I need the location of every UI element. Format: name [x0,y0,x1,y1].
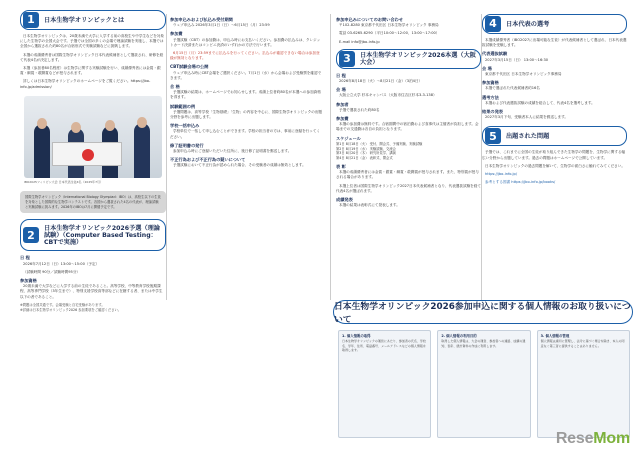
paragraph: 予選では、これまでに全国の生徒が取り組んできた生物学の問題を、生物学に関する幅広い分野から出題しています。過去の問題はホームページで公開しています。 [482,150,626,160]
eligibility-text: 20歳未満で大学などに入学する前の生徒であること。高等学校、中等教育学校後期課程、高等専門学校（3年生まで）、特別支援学校高等部などに在籍する者、または中学生以下の者であること。 [20,284,163,299]
note: ※詳細は日本生物学オリンピック2026 参加要項をご確認ください。 [20,307,122,312]
subheading: 学校一括申込み [170,123,200,129]
schedule-item: 第4日 8月21日（金） 表彰式、閉会式 [336,156,393,161]
contact-org: 〒102-8280 東京都千代田区 日本生物学オリンピック 事務局 [339,23,439,28]
apply-period: ウェブ申込み 2026年3月1日（日）〜6月15日（月）23:59 [173,23,270,28]
schedule-item: 第2日 8月19日（水） 実験試験、交流会 [336,146,396,151]
selection-method: 本選および代表選抜試験の成績を総合して、代表4名を選考します。 [485,100,595,105]
photo-caption: IBO2025フィリピン大会 日本代表生徒4名（2025年7月） [24,179,104,184]
award-text: 本選の成績優秀者には金賞・銀賞・銅賞・敢闘賞が授与されます。また、特別賞が授与される場合があります。 [336,170,479,180]
exam-duration: （試験時間 90分／試験時間95分） [23,269,81,274]
section-1-header [20,10,166,30]
selection-result: 2027年3月下旬、受験者本人に結果を郵送します。 [485,115,569,120]
section-title: 日本生物学オリンピックとは [44,16,125,24]
privacy-column [537,330,630,438]
contact-heading: 参加申込みについてのお問い合わせ [336,17,403,22]
paragraph: 本選成績優秀者（IBO2027に出場可能な生徒）が代表候補者として選ばれ、日本代表選抜試験を受験します。 [482,38,627,48]
paragraph: 本選の成績優秀者は国際生物学オリンピック日本代表候補者として選抜され、研修を経て代表4名が決定します。 [20,52,164,62]
privacy-text: 取得した個人情報は、大会の運営、参加者への連絡、成績の通知、表彰、統計資料の作成に利用します。 [441,339,526,348]
subheading: 参加費 [336,116,349,122]
subheading: 参加者 [336,101,349,107]
team-photo [24,96,162,178]
books-link[interactable]: 参考とする図書 https://jbo-info.jp/books/ [485,180,556,185]
flag-banner [52,142,122,166]
section-4-header [482,14,627,34]
subheading: 表 彰 [336,164,346,170]
announcement-text: 本選の結果は表彰式にて発表します。 [339,203,400,208]
subheading: 参加資格 [20,278,37,284]
paragraph: 日本生物学オリンピックは、20歳未満で大学に入学する前の高校生や中学生などを対象にした生物学の全国大会です。予選では全国の多くの会場で理論試験を実施し、本選では全国から選抜された約80名が合宿形式で実験試験などに挑戦します。 [20,34,164,49]
website-link[interactable]: https://jbo-info.jp/ [485,172,518,177]
privacy-heading: 1. 個人情報の取得 [342,334,371,338]
section-title: 日本生物学オリンピック2026予選（理論試験）（Computer Based Testing：CBTで実施） [44,224,160,246]
section-number: 4 [485,16,501,32]
selection-date: 2027年3月15日（日） 13:00〜16:30 [485,57,549,62]
column-divider [330,14,331,300]
subheading: 成績発表 [336,197,353,203]
final-date: 2026年8月18日（火）〜8月21日（金）（3泊4日） [339,79,423,84]
subheading: 会 場 [336,87,346,93]
subheading: スケジュール [336,135,361,141]
final-venue: 大阪公立大学 杉本キャンパス（大阪市住吉区杉本3-3-138） [339,93,437,98]
privacy-section [338,330,630,438]
column-1 [20,10,166,312]
final-fee: 本選の参加費は無料です。合宿期間中の宿泊費および食事代は主催者が負担します。会場までの交通費は各自の負担となります。 [336,122,479,132]
ibo-info-box: 国際生物学オリンピック（International Biology Olympiad：IBO）は、高校生以下の生徒を対象とした国際的な生物学コンテストです。各国から選抜された4名の代表が、理論試験と実験試験に挑みます。2026年のIBOは7月に開催予定です。 [20,191,166,213]
award-text-2: 本選上位者は国際生物学オリンピック2027日本代表候補者となり、代表選抜試験を経て代表4名が選ばれます。 [336,183,481,193]
subheading: 試験範囲の例 [170,103,196,109]
subheading: 参加資格 [482,80,499,86]
resemom-logo: ReseMom [555,430,630,447]
certificate-text: 参加申込み時にご登録いただいた住所に、後日修了証明書を郵送します。 [173,149,292,154]
final-participants: 予選で選抜された約80名 [339,107,380,112]
note: ※問題は全国共通です。会場受験と自宅受験があります。 [20,302,105,307]
privacy-text: 日本生物学オリンピックの運営にあたり、参加者の氏名、学校名、学年、住所、電話番号、メールアドレスなどの個人情報を取得します。 [342,339,426,353]
selection-venue: 東京都千代田区 日本生物学オリンピック事務局 [485,72,562,77]
privacy-column [338,330,431,438]
subheading: 修了証明書の発行 [170,142,204,148]
privacy-heading: 2. 個人情報の利用目的 [441,334,477,338]
subheading: 不正行為および不正行為の疑いについて [170,157,246,163]
cbt-text: ウェブ申込み時にCBT会場をご選択ください。7月1日（水）から会場および受験票を確認できます。 [170,70,322,80]
cheating-text: 予選試験において不正行為が認められた場合、その受験者の成績は無効とします。 [173,163,306,168]
section-2-header [20,219,166,251]
column-3 [336,14,481,211]
contact-mail: E-mail info@jbo-info.jp [339,39,380,44]
section-number: 3 [339,51,355,67]
paragraph-with-link: 詳しくは日本生物学オリンピックのホームページをご覧ください。https://jbo-info.jp/admission/ [20,79,151,89]
section-title: 出題された問題 [506,132,550,140]
contact-tel: 電話 03-6265-6290（平日10:00〜12:00、13:00〜17:00） [339,31,440,36]
subheading: 日 程 [20,255,30,261]
section-number: 5 [485,128,501,144]
schedule-item: 第1日 8月18日（火） 受付、開会式、予備実験、実験試験 [336,141,423,146]
paragraph: 本選（参加者80名程度）は生物学に関する実験試験を行い、成績優秀者には金賞・銀賞・銅賞・敢闘賞などが授与されます。 [20,66,161,76]
subheading: 日 程 [336,72,346,78]
section-number: 2 [23,227,39,243]
section-number: 1 [23,12,39,28]
column-2 [166,14,326,172]
paragraph: 日本生物学オリンピックの過去問題を解いて、生物学の面白さに触れてみてください。 [485,163,625,168]
column-4 [482,14,627,188]
scope-text: 予選問題は、高等学校「生物基礎」「生物」の内容を中心に、国際生物学オリンピックの出題分野を参考に出題します。 [170,109,322,120]
section-3-header [336,49,481,69]
privacy-heading: 3. 個人情報の管理 [540,334,570,338]
privacy-column [437,330,530,438]
subheading: 合 格 [170,84,180,90]
section-title: 日本生物学オリンピック2026本選（大阪大会） [360,51,476,66]
result-text: 予選試験の結果は、ホームページでお知らせします。成績上位者約80名が本選への参加資格を得ます。 [170,90,321,100]
schedule-item: 第3日 8月20日（木） 研究所見学、講演 [336,151,396,156]
fee-deadline: 6月15日（月）23:59までに払込みを行ってください。払込みが確認できない場合は参加登録が無効となります。 [170,51,320,61]
privacy-banner [333,300,633,324]
selection-eligibility: 本選で選ばれた代表候補者約16名 [485,86,540,91]
fee-text: 予選試験（CBT）の参加費は、申込み時にお支払いください。参加費の払込みは、クレジットカード決済またはコンビニ決済のいずれかの方法で行います。 [170,37,321,47]
subheading: 代表選抜試験 [482,51,508,57]
subheading: 参加費 [170,31,183,37]
subheading: 結果の発表 [482,109,503,115]
subheading: 会 場 [482,65,492,71]
school-apply-text: 学校単位で一括して申し込むことができます。学校の担当者の方は、事前に登録を行ってください。 [170,129,321,139]
privacy-text: 個人情報は適切に管理し、法令に基づく場合を除き、本人の同意なく第三者に提供することはありません。 [540,339,625,348]
privacy-banner-title: 日本生物学オリンピック2026参加申込に関する個人情報のお取り扱いについて [334,302,631,325]
section-5-header [482,126,627,146]
section-title: 日本代表の選考 [506,20,550,28]
subheading: CBT試験会場の公開 [170,64,209,70]
exam-date: 2026年7月12日（日）13:00〜15:00（予定） [23,261,100,266]
subheading: 参加申込みおよび払込み受付期間 [170,17,233,22]
subheading: 選考方法 [482,94,499,100]
